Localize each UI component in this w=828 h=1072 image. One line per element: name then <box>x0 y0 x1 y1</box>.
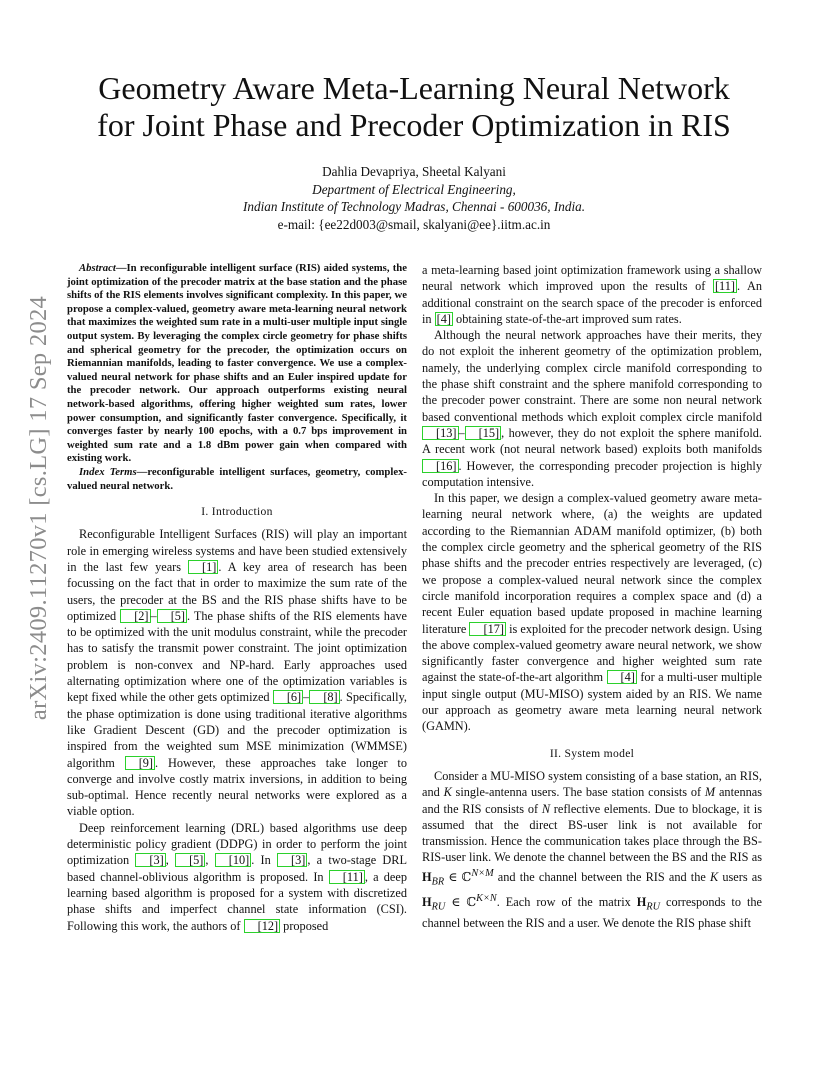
arxiv-stamp <box>24 258 54 758</box>
citation-link[interactable]: [11] <box>714 279 735 294</box>
institute: Indian Institute of Technology Madras, Chennai - 600036, India. <box>243 199 585 214</box>
text-run: obtaining state-of-the-art improved sum rates. <box>452 311 682 326</box>
section-heading-system-model: II. System model <box>549 746 635 760</box>
section-heading-introduction: I. Introduction <box>201 505 273 519</box>
index-terms-text: —reconfigurable intelligent surfaces, geometry, complex-valued neural network. <box>67 465 407 492</box>
text-run: . Specifically, the phase optimization is done using traditional iterative algorithms like Gradient Descent (GD) and the precoder optimization is inspired from the weighted sum MSE minimization (WMMSE) algorithm <box>67 690 407 770</box>
math-symbol: H <box>636 894 647 909</box>
text-run: corresponds to the channel between the RIS and a user. We denote the RIS phase shift <box>422 894 762 931</box>
citation-link[interactable]: [3] <box>135 853 165 867</box>
text-run: . The phase shifts of the RIS elements have to be optimized with the unit modulus constraint, while the precoder has to satisfy the transmit power constraint. The joint optimization problem is non-convex and NP-hard. Early approaches used alternating optimization where one of the optimization variables is kept fixed while the other gets optimized <box>67 608 408 705</box>
citation-link[interactable]: [17] <box>469 622 506 636</box>
text-run: , however, they do not exploit the sphere manifold. A recent work (not neural network based) exploits both manifolds <box>422 425 762 457</box>
author-names: Dahlia Devapriya, Sheetal Kalyani <box>322 164 506 179</box>
citation-link[interactable]: [10] <box>215 853 252 867</box>
citation-link[interactable]: [13] <box>422 426 459 440</box>
index-terms-label: Index Terms <box>79 465 137 478</box>
text-run: . However, these approaches take longer to converge and involve costly matrix inversions, in addition to being sub-optimal. Hence recently neural networks were explored as a viable option. <box>67 755 408 819</box>
math-symbol: H <box>422 894 432 909</box>
index-terms <box>67 466 407 493</box>
text-run: In this paper, we design a complex-valued geometry aware meta-learning neural network where, (a) the weights are updated according to the Riemannian ADAM manifold optimizer, (b) both the complex circle geometry and the spherical geometry of the RIS phase shifts and the precoder entries respectively are leveraged, (c) we propose a complex-valued neural network since the complex circle manifold incorporation requires a complex space and (d) a recent Euler equation based update proposed in machine learning literature <box>422 491 762 636</box>
text-run: , a two-stage DRL based channel-oblivious algorithm is proposed. In <box>67 853 408 884</box>
paper-title <box>64 70 764 144</box>
math-symbol: M <box>704 785 716 800</box>
math-symbol: K <box>443 785 452 800</box>
text-run: Deep reinforcement learning (DRL) based algorithms use deep deterministic policy gradient (DDPG) in order to perform the joint optimization <box>67 820 407 868</box>
text-run: Consider a MU-MISO system consisting of a base station, an RIS, and <box>422 768 762 800</box>
math-subscript: BR <box>431 876 445 888</box>
citation-link[interactable]: [11] <box>329 870 365 884</box>
math-subscript: RU <box>431 901 446 913</box>
title-line-2: for Joint Phase and Precoder Optimization in RIS <box>97 107 731 143</box>
citation-link[interactable]: [12] <box>244 919 281 933</box>
intro-paragraph-1 <box>67 526 407 819</box>
citation-link[interactable]: [6] <box>273 690 303 704</box>
math-superscript: K×N <box>476 892 497 904</box>
abstract <box>67 262 407 466</box>
text-run: – <box>303 690 310 705</box>
system-model-paragraph <box>422 768 762 932</box>
text-run: reflective elements. Due to blockage, it is assumed that the direct BS-user link is not available for transmission. Hence the communication takes place through the BS-RIS-user link. We denote the channel between the BS and the RIS as <box>422 801 762 865</box>
citation-link[interactable]: [1] <box>188 560 218 574</box>
text-run: single-antenna users. The base station consists of <box>451 785 705 800</box>
math-superscript: N×M <box>471 867 494 879</box>
math-symbol: H <box>422 869 432 884</box>
text-run: is exploited for the precoder network design. Using the above complex-valued geometry aware neural network, we show significantly faster convergence and higher weighted sum rate against the state-of-the-art algorithm <box>422 621 762 685</box>
author-block <box>64 163 764 233</box>
math-symbol: N <box>541 801 551 816</box>
text-run: – <box>150 608 157 623</box>
title-line-1: Geometry Aware Meta-Learning Neural Network <box>98 70 730 106</box>
department: Department of Electrical Engineering, <box>312 181 516 197</box>
email: e-mail: {ee22d003@smail, skalyani@ee}.iitm.ac.in <box>277 216 551 232</box>
citation-link[interactable]: [4] <box>436 311 451 326</box>
intro-paragraph-3 <box>422 327 762 490</box>
text-run: . However, the corresponding precoder projection is highly computation intensive. <box>422 458 762 489</box>
text-run: antennas and the RIS consists of <box>422 785 762 816</box>
math-symbol: ∈ ℂ <box>444 869 472 884</box>
text-run: , a deep learning based algorithm is proposed for a system with discretized phase shifts and imperfect channel state information (CSI). Following this work, the authors of <box>67 869 407 933</box>
text-run: proposed <box>280 918 329 933</box>
text-run: Reconfigurable Intelligent Surfaces (RIS) will play an important role in emerging wireless systems and have been studied extensively in the last few years <box>67 527 407 574</box>
citation-link[interactable]: [4] <box>607 670 637 684</box>
text-run: and the channel between the RIS and the <box>493 869 710 884</box>
intro-paragraph-2-continued <box>422 262 762 327</box>
text-run: a meta-learning based joint optimization framework using a shallow neural network which improved upon the results of <box>422 263 762 294</box>
text-run: – <box>458 425 465 440</box>
citation-link[interactable]: [16] <box>422 459 459 473</box>
math-subscript: RU <box>646 901 661 913</box>
citation-link[interactable]: [15] <box>465 426 502 440</box>
left-column <box>67 262 407 934</box>
text-run: , <box>165 853 176 868</box>
abstract-text: —In reconfigurable intelligent surface (RIS) aided systems, the joint optimization of the precoder matrix at the base station and the phase shifts of the RIS elements involves significant complexity. In this paper, we propose a complex-valued, geometry aware meta-learning neural network that maximizes the weighted sum rate in a multi-user multiple input single output system. By leveraging the complex circle geometry for phase shifts and spherical geometry for the precoder, the optimization occurs on Riemannian manifolds, leading to faster convergence. We use a complex-valued neural network for phase shifts and an Euler inspired update for the precoder network. Our approach outperforms existing neural network-based algorithms, offering higher weighted sum rates, lower power consumption, and significantly faster convergence. Specifically, it converges faster by nearly 100 epochs, with a 0.7 bps improvement in weighted sum rate and a 1.8 dBm power gain when compared with existing work. <box>67 262 407 465</box>
citation-link[interactable]: [2] <box>120 609 150 623</box>
math-symbol: ∈ ℂ <box>445 894 477 909</box>
text-run: . Each row of the matrix <box>496 894 637 909</box>
text-run: . In <box>251 853 278 868</box>
abstract-label: Abstract <box>79 262 116 274</box>
text-run: . An additional constraint on the search space of the precoder is enforced in <box>422 279 763 326</box>
text-run: , <box>205 853 215 868</box>
text-run: users as <box>718 869 763 884</box>
intro-paragraph-4 <box>422 490 762 734</box>
intro-paragraph-2 <box>67 820 407 934</box>
citation-link[interactable]: [5] <box>157 609 187 623</box>
right-column <box>422 262 762 932</box>
text-run: for a multi-user multiple input single output (MU-MISO) system aided by an RIS. We name our approach as geometry aware meta learning neural network (GAMN). <box>422 670 762 734</box>
citation-link[interactable]: [5] <box>175 853 205 867</box>
citation-link[interactable]: [8] <box>309 690 339 704</box>
text-run: . A key area of research has been focussing on the fact that in order to maximize the sum rate of the users, the precoder at the BS and the RIS phase shifts have to be optimized <box>67 559 407 623</box>
arxiv-stamp-text: arXiv:2409.11270v1 [cs.LG] 17 Sep 2024 <box>25 295 52 721</box>
math-symbol: K <box>709 869 719 884</box>
citation-link[interactable]: [9] <box>125 756 155 770</box>
text-run: Although the neural network approaches have their merits, they do not exploit the inherent geometry of the optimization problem, namely, the underlying complex circle manifold corresponding to the phase shift constraint and the sphere manifold corresponding to the precoder power constraint. There are some non neural network based conventional methods which exploit complex circle manifold <box>422 328 762 424</box>
citation-link[interactable]: [3] <box>277 853 307 867</box>
